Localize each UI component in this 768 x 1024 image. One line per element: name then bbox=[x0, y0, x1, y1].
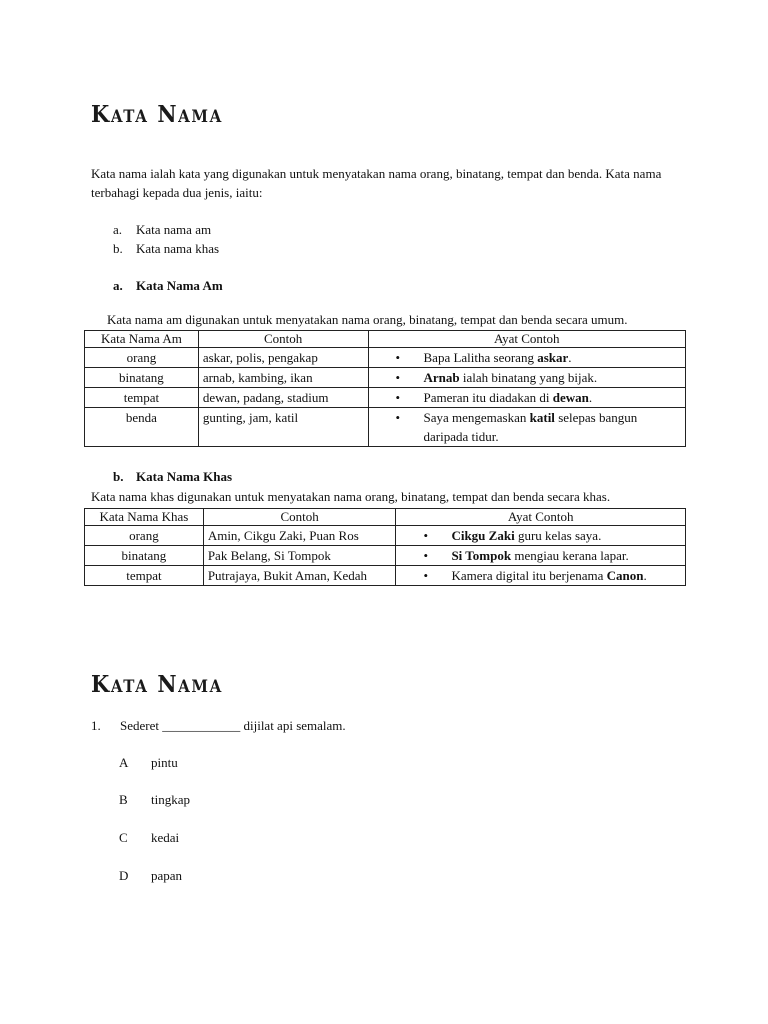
answer-option[interactable] bbox=[119, 830, 179, 846]
ayat-text: Bapa Lalitha seorang bbox=[423, 350, 538, 365]
list-item bbox=[113, 239, 219, 258]
option-letter: D bbox=[119, 868, 129, 883]
question-number: 1. bbox=[91, 718, 101, 733]
ayat-text: . bbox=[568, 350, 572, 365]
table-kata-nama-khas bbox=[84, 508, 686, 586]
list-item-label: Kata nama khas bbox=[136, 241, 220, 256]
table-row bbox=[85, 368, 686, 388]
cell-contoh: arnab, kambing, ikan bbox=[198, 368, 368, 388]
column-header: Ayat Contoh bbox=[396, 509, 686, 526]
column-header: Kata Nama Khas bbox=[85, 509, 204, 526]
column-header: Contoh bbox=[203, 509, 396, 526]
bullet-icon: • bbox=[423, 568, 429, 583]
column-header: Ayat Contoh bbox=[368, 331, 686, 348]
intro-paragraph: Kata nama ialah kata yang digunakan untuk menyatakan nama orang, binatang, tempat dan benda. Kata nama terbahagi kepada dua jenis, iaitu: bbox=[91, 166, 662, 200]
option-text: papan bbox=[151, 868, 183, 883]
ayat-text: Pameran itu diadakan di bbox=[423, 390, 553, 405]
khas-description: Kata nama khas digunakan untuk menyatakan nama orang, binatang, tempat dan benda secara khas. bbox=[91, 489, 611, 504]
ayat-keyword: katil bbox=[529, 410, 555, 425]
cell-contoh: Pak Belang, Si Tompok bbox=[203, 546, 396, 566]
cell-contoh: Amin, Cikgu Zaki, Puan Ros bbox=[203, 526, 396, 546]
subheading-title: Kata Nama Khas bbox=[136, 469, 233, 484]
cell-jenis: benda bbox=[85, 408, 199, 447]
table-row bbox=[85, 388, 686, 408]
cell-jenis: binatang bbox=[85, 546, 204, 566]
ayat-keyword: askar bbox=[537, 350, 569, 365]
question-text: Sederet ____________ dijilat api semalam. bbox=[120, 718, 346, 733]
answer-option[interactable] bbox=[119, 792, 190, 808]
bullet-icon: • bbox=[423, 528, 429, 543]
cell-contoh: Putrajaya, Bukit Aman, Kedah bbox=[203, 566, 396, 586]
cell-jenis: tempat bbox=[85, 388, 199, 408]
cell-contoh: dewan, padang, stadium bbox=[198, 388, 368, 408]
table-header-row bbox=[85, 331, 686, 348]
cell-contoh: askar, polis, pengakap bbox=[198, 348, 368, 368]
cell-contoh: gunting, jam, katil bbox=[198, 408, 368, 447]
bullet-icon: • bbox=[395, 410, 401, 425]
ayat-text: mengiau kerana lapar. bbox=[511, 548, 629, 563]
question bbox=[91, 718, 346, 734]
ayat-text: . bbox=[643, 568, 647, 583]
ayat-text: ialah binatang yang bijak. bbox=[459, 370, 598, 385]
section-heading: Kata Nama bbox=[91, 669, 223, 698]
ayat-text: guru kelas saya. bbox=[514, 528, 602, 543]
ayat-keyword: Cikgu Zaki bbox=[451, 528, 515, 543]
answer-option[interactable] bbox=[119, 868, 182, 884]
cell-ayat bbox=[368, 408, 686, 447]
table-row bbox=[85, 526, 686, 546]
column-header: Kata Nama Am bbox=[85, 331, 199, 348]
subheading-marker: b. bbox=[113, 469, 124, 484]
cell-ayat bbox=[368, 348, 686, 368]
ayat-text: Kamera digital itu berjenama bbox=[451, 568, 607, 583]
bullet-icon: • bbox=[395, 390, 401, 405]
option-text: tingkap bbox=[151, 792, 190, 807]
bullet-icon: • bbox=[395, 370, 401, 385]
list-marker: a. bbox=[113, 222, 123, 237]
ayat-text: selepas bangun daripada tidur. bbox=[423, 410, 638, 444]
table-header-row bbox=[85, 509, 686, 526]
option-letter: B bbox=[119, 792, 128, 807]
bullet-icon: • bbox=[395, 350, 401, 365]
subheading-am bbox=[113, 278, 223, 294]
table-row bbox=[85, 546, 686, 566]
table-row bbox=[85, 566, 686, 586]
bullet-icon: • bbox=[423, 548, 429, 563]
ayat-text: . bbox=[588, 390, 593, 405]
list-item-label: Kata nama am bbox=[136, 222, 212, 237]
cell-ayat bbox=[368, 388, 686, 408]
list-item bbox=[113, 220, 219, 239]
cell-jenis: orang bbox=[85, 348, 199, 368]
am-description: Kata nama am digunakan untuk menyatakan nama orang, binatang, tempat dan benda secara umum. bbox=[107, 312, 628, 327]
subheading-title: Kata Nama Am bbox=[136, 278, 223, 293]
cell-jenis: orang bbox=[85, 526, 204, 546]
cell-ayat bbox=[396, 546, 686, 566]
subheading-marker: a. bbox=[113, 278, 123, 293]
ayat-text: Saya mengemaskan bbox=[423, 410, 530, 425]
ayat-keyword: Arnab bbox=[423, 370, 460, 385]
option-letter: C bbox=[119, 830, 128, 845]
option-text: kedai bbox=[151, 830, 180, 845]
cell-ayat bbox=[396, 566, 686, 586]
list-marker: b. bbox=[113, 241, 123, 256]
table-kata-nama-am bbox=[84, 330, 686, 447]
option-letter: A bbox=[119, 755, 129, 770]
column-header: Contoh bbox=[198, 331, 368, 348]
table-row bbox=[85, 348, 686, 368]
cell-ayat bbox=[368, 368, 686, 388]
ayat-keyword: Si Tompok bbox=[451, 548, 512, 563]
cell-ayat bbox=[396, 526, 686, 546]
option-text: pintu bbox=[151, 755, 178, 770]
answer-option[interactable] bbox=[119, 755, 178, 771]
noun-types-list bbox=[113, 220, 219, 258]
table-row bbox=[85, 408, 686, 447]
section-heading: Kata Nama bbox=[91, 99, 223, 128]
subheading-khas bbox=[113, 469, 232, 485]
cell-jenis: tempat bbox=[85, 566, 204, 586]
cell-jenis: binatang bbox=[85, 368, 199, 388]
ayat-keyword: dewan bbox=[552, 390, 589, 405]
ayat-keyword: Canon bbox=[606, 568, 644, 583]
